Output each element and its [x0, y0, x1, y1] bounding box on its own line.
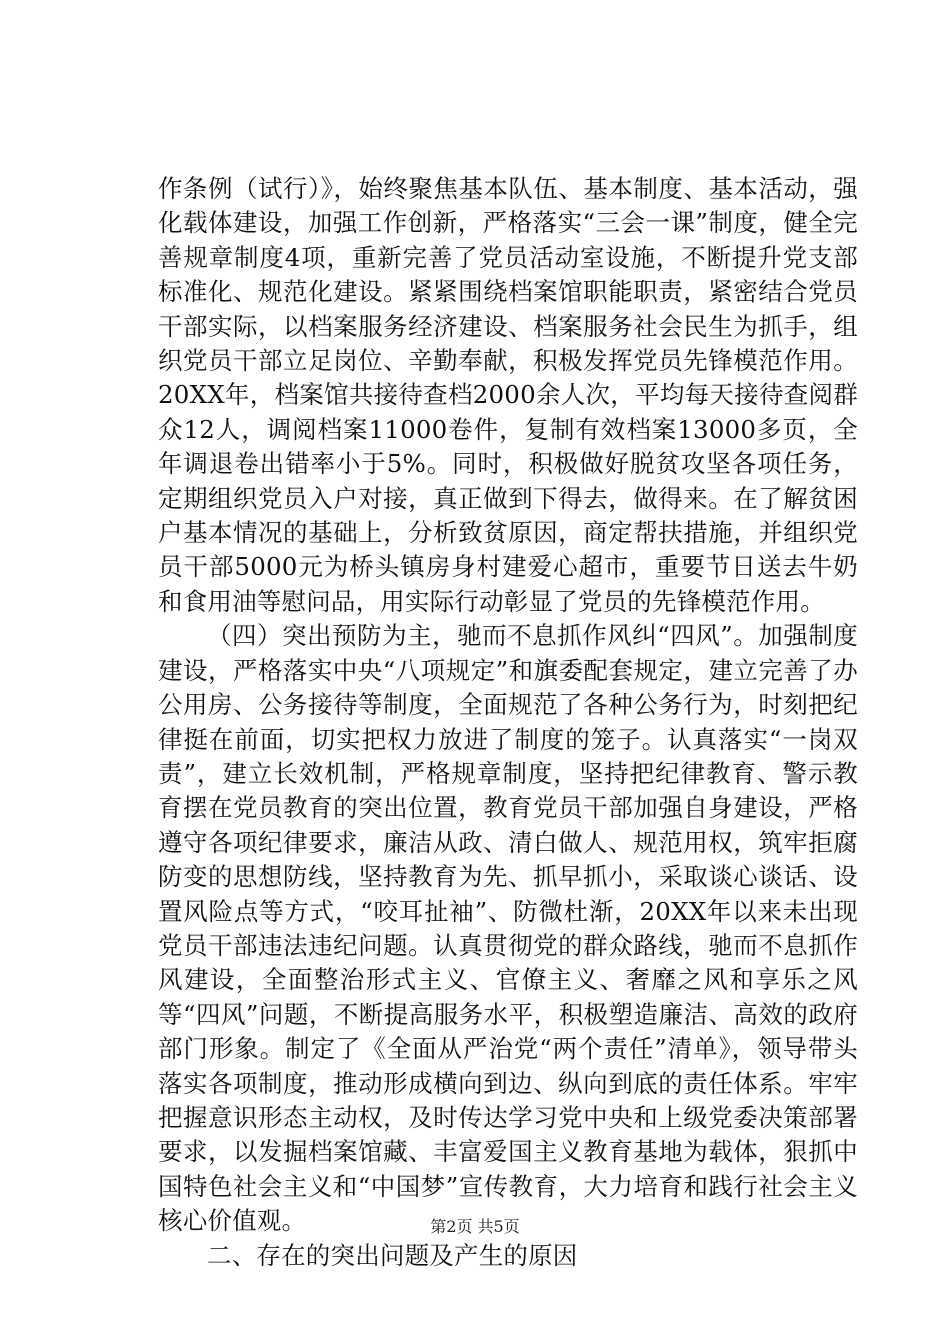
paragraph-continued: 作条例（试行）》，始终聚焦基本队伍、基本制度、基本活动，强化载体建设，加强工作创新，严格落实“三会一课”制度，健全完善规章制度4项，重新完善了党员活动室设施，不断提升党支部标准化、规范化建设。紧紧围绕档案馆职能职责，紧密结合党员干部实际，以档案服务经济建设、档案服务社会民生为抓手，组织党员干部立足岗位、辛勤奉献，积极发挥党员先锋模范作用。20XX年，档案馆共接待查档2000余人次，平均每天接待查阅群众12人，调阅档案11000卷件，复制有效档案13000多页，全年调退卷出错率小于5%。同时，积极做好脱贫攻坚各项任务，定期组织党员入户对接，真正做到下得去，做得来。在了解贫困户基本情况的基础上，分析致贫原因，商定帮扶措施，并组织党员干部5000元为桥头镇房身村建爱心超市，重要节日送去牛奶和食用油等慰问品，用实际行动彰显了党员的先锋模范作用。 — [158, 174, 858, 616]
document-body — [158, 172, 858, 1273]
section-heading: 二、存在的突出问题及产生的原因 — [207, 1240, 578, 1270]
paragraph-section-four: （四）突出预防为主，驰而不息抓作风纠“四风”。加强制度建设，严格落实中央“八项规定”和旗委配套规定，建立完善了办公用房、公务接待等制度，全面规范了各种公务行为，时刻把纪律挺在前面，切实把权力放进了制度的笼子。认真落实“一岗双责”，建立长效机制，严格规章制度，坚持把纪律教育、警示教育摆在党员教育的突出位置，教育党员干部加强自身建设，严格遵守各项纪律要求，廉洁从政、清白做人、规范用权，筑牢拒腐防变的思想防线，坚持教育为先、抓早抓小，采取谈心谈话、设置风险点等方式，“咬耳扯袖”、防微杜渐，20XX年以来未出现党员干部违法违纪问题。认真贯彻党的群众路线，驰而不息抓作风建设，全面整治形式主义、官僚主义、奢靡之风和享乐之风等“四风”问题，不断提高服务水平，积极塑造廉洁、高效的政府部门形象。制定了《全面从严治党“两个责任”清单》，领导带头落实各项制度，推动形成横向到边、纵向到底的责任体系。牢牢把握意识形态主动权，及时传达学习党中央和上级党委决策部署要求，以发掘档案馆藏、丰富爱国主义教育基地为载体，狠抓中国特色社会主义和“中国梦”宣传教育，大力培育和践行社会主义核心价值观。 — [158, 621, 858, 1236]
page-footer: 第2页 共5页 — [430, 1217, 520, 1236]
